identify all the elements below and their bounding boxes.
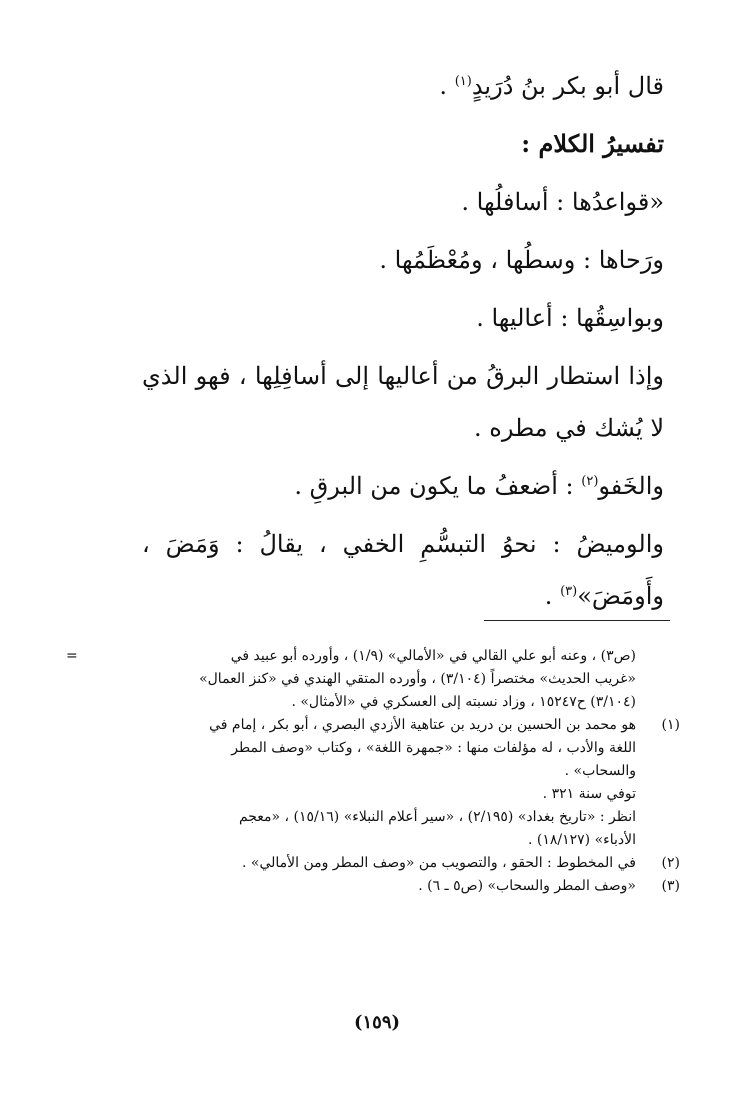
definition-bawasiq: وبواسِقُها : أعاليها . xyxy=(476,304,664,332)
footnote-3: (٣) «وصف المطر والسحاب» (ص٥ ـ ٦) . xyxy=(74,875,680,898)
footnote-number: (٢) xyxy=(661,855,680,871)
section-heading: تفسيرُ الكلام : xyxy=(521,129,664,158)
definition-wamid: والوميضُ : نحوُ التبسُّمِ الخفي ، يقالُ : وَمَضَ ، وأَومَضَ»$^{(٣)}$ . xyxy=(142,530,664,610)
main-text xyxy=(142,60,664,622)
definition-khafw: والخَفو$^{(٢)}$ : أضعفُ ما يكون من البرقِ . xyxy=(294,472,664,500)
footnote-ref-2: (٢) xyxy=(581,474,599,489)
footnotes xyxy=(66,645,680,898)
footnote-separator xyxy=(484,620,670,621)
definition-istatara: وإذا استطار البرقُ من أعاليها إلى أسافِلِها ، فهو الذي لا يُشك في مطره . xyxy=(142,362,664,442)
attribution-line: قال أبو بكر بنُ دُرَيدٍ$^{(١)}$ . xyxy=(439,72,664,100)
footnote-2: (٢) في المخطوط : الحقو ، والتصويب من «وصف المطر ومن الأمالي» . xyxy=(74,852,680,875)
footnote-number: (١) xyxy=(661,717,680,733)
definition-qawaid: «قواعدُها : أسافلُها . xyxy=(461,188,664,216)
footnote-number: (٣) xyxy=(661,878,680,894)
page-number: (١٥٩) xyxy=(353,1012,401,1033)
definition-raha: ورَحاها : وسطُها ، ومُعْظَمُها . xyxy=(379,246,664,274)
footnote-ref-1: (١) xyxy=(454,74,472,89)
footnote-ref-3: (٣) xyxy=(560,584,578,599)
continuation-mark: = xyxy=(66,648,78,664)
footnote-1: (١) هو محمد بن الحسين بن دريد بن عتاهية الأزدي البصري ، أبو بكر ، إمام في اللغة والأدب ، له مؤلفات منها : «جمهرة اللغة» ، وكتاب «وصف المطر والسحاب» . توفي سنة ٣٢١ . انظر : «تاريخ بغداد» (٢/١٩٥) ، «سير أعلام النبلاء» (١٥/١٦) ، «معجم الأدباء» (١٨/١٢٧) . xyxy=(74,714,680,852)
footnote-continuation: (ص٣) ، وعنه أبو علي القالي في «الأمالي» (١/٩) ، وأورده أبو عبيد في «غريب الحديث» مختصراً (٣/١٠٤) ، وأورده المتقي الهندي في «كنز العمال» (٣/١٠٤) ح١٥٢٤٧ ، وزاد نسبته إلى العسكري في «الأمثال» . = xyxy=(74,645,680,714)
